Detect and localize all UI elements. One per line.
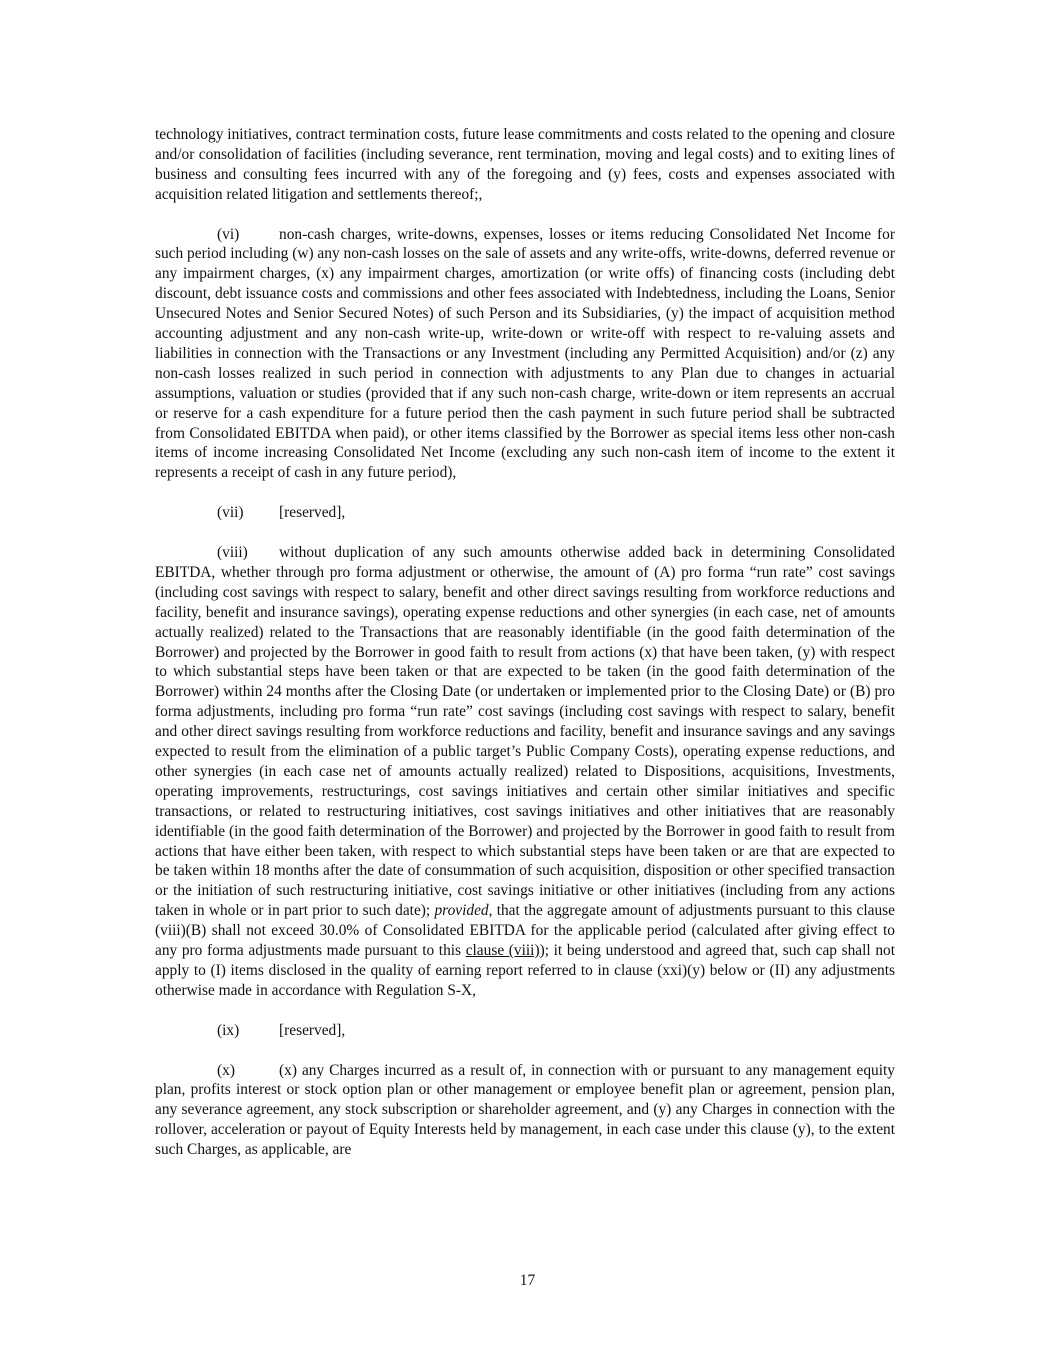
clause-viii (155, 543, 895, 1001)
clause-number: (vii) (217, 504, 244, 522)
clause-vii (155, 503, 895, 523)
clause-vi (155, 225, 895, 484)
clause-ix (155, 1021, 895, 1041)
clause-number: (viii) (217, 543, 248, 561)
clause-text: without duplication of any such amounts otherwise added back in determining Consolidated EBITDA, whether through pro forma adjustment or otherwise, the amount of (A) pro forma “run rate” cost savings (including cost savings with respect to salary, benefit and other direct savings resulting from workforce reductions and facility, benefit and insurance savings), operating expense reductions and other synergies (in each case, net of amounts actually realized) related to the Transactions that are reasonably identifiable (in the good faith determination of the Borrower) and projected by the Borrower in good faith to result from actions (x) that have been taken, (y) with respect to which substantial steps have been taken or that are expected to be taken (in the good faith determination of the Borrower) within 24 months after the Closing Date (or undertaken or implemented prior to the Closing Date) or (B) pro forma adjustments, including pro forma “run rate” cost savings (including cost savings with respect to salary, benefit and other direct savings resulting from workforce reductions and facility, benefit and insurance savings and any savings expected to result from the elimination of a public target’s Public Company Costs), operating expense reductions, and other synergies (in each case net of amounts actually realized) related to Dispositions, acquisitions, Investments, operating improvements, restructurings, cost savings initiatives and certain other similar initiatives and specific transactions, or related to restructuring initiatives, cost savings initiatives and other initiatives that are reasonably identifiable (in the good faith determination of the Borrower) and projected by the Borrower in good faith to result from actions that have either been taken, with respect to which substantial steps have been taken or are that are expected to be taken within 18 months after the date of consummation of such acquisition, disposition or other specified transaction or the initiation of such restructuring initiative, cost savings initiative or other initiatives (including from any actions taken in whole or in part prior to such date); (155, 543, 895, 920)
document-body (155, 125, 895, 1160)
clause-text: (x) any Charges incurred as a result of, in connection with or pursuant to any management equity plan, profits interest or stock option plan or other management or employee benefit plan or agreement, pension plan, any severance agreement, any stock subscription or shareholder agreement, and (y) any Charges in connection with the rollover, acceleration or payout of Equity Interests held by management, in each case under this clause (y), to the extent such Charges, as applicable, are (155, 1061, 895, 1159)
paragraph-text: technology initiatives, contract termination costs, future lease commitments and costs related to the opening and closure and/or consolidation of facilities (including severance, rent termination, moving and legal costs) and to exiting lines of business and consulting fees incurred with any of the foregoing and (y) fees, costs and expenses associated with acquisition related litigation and settlements thereof;, (155, 126, 895, 203)
clause-reference: clause (viii) (465, 942, 540, 960)
clause-italic-term: provided (434, 902, 489, 920)
page-number: 17 (519, 1272, 536, 1289)
clause-text: ); it being understood and agreed that, such cap shall not apply to (I) items disclosed in the quality of earning report referred to in clause (xxi)(y) below or (II) any adjustments otherwise made in accordance with Regulation S-X, (155, 942, 895, 999)
clause-text: , that the aggregate amount of adjustments pursuant to this clause (viii)(B) shall not exceed 30.0% of Consolidated EBITDA for the applicable period (calculated after giving effect to any pro forma adjustments made pursuant to this (155, 902, 895, 960)
clause-number: (ix) (217, 1021, 240, 1039)
clause-x (155, 1061, 895, 1161)
clause-text: [reserved], (279, 504, 346, 522)
clause-text: non-cash charges, write-downs, expenses, losses or items reducing Consolidated Net Income for such period including (w) any non-cash losses on the sale of assets and any write-offs, write-downs, deferred revenue or any impairment charges, (x) any impairment charges, amortization (or write offs) of financing costs (including debt discount, debt issuance costs and commissions and other fees associated with Indebtedness, including the Loans, Senior Unsecured Notes and Senior Secured Notes) of such Person and its Subsidiaries, (y) the impact of acquisition method accounting adjustment and any non-cash write-up, write-down or write-off with respect to re-valuing assets and liabilities in connection with the Transactions or any Investment (including any Permitted Acquisition) and/or (z) any non-cash losses realized in such period in connection with adjustments to any Plan due to changes in actuarial assumptions, valuation or studies (provided that if any such non-cash charge, write-down or item represents an accrual or reserve for a cash expenditure for a future period then the cash payment in such future period shall be subtracted from Consolidated EBITDA when paid), or other items classified by the Borrower as special items less other non-cash items of income increasing Consolidated Net Income (excluding any such non-cash item of income to the extent it represents a receipt of cash in any future period), (155, 225, 895, 482)
clause-number: (vi) (217, 225, 240, 243)
clause-number: (x) (217, 1061, 235, 1079)
clause-text: [reserved], (279, 1021, 346, 1039)
paragraph-continuation (155, 125, 895, 205)
